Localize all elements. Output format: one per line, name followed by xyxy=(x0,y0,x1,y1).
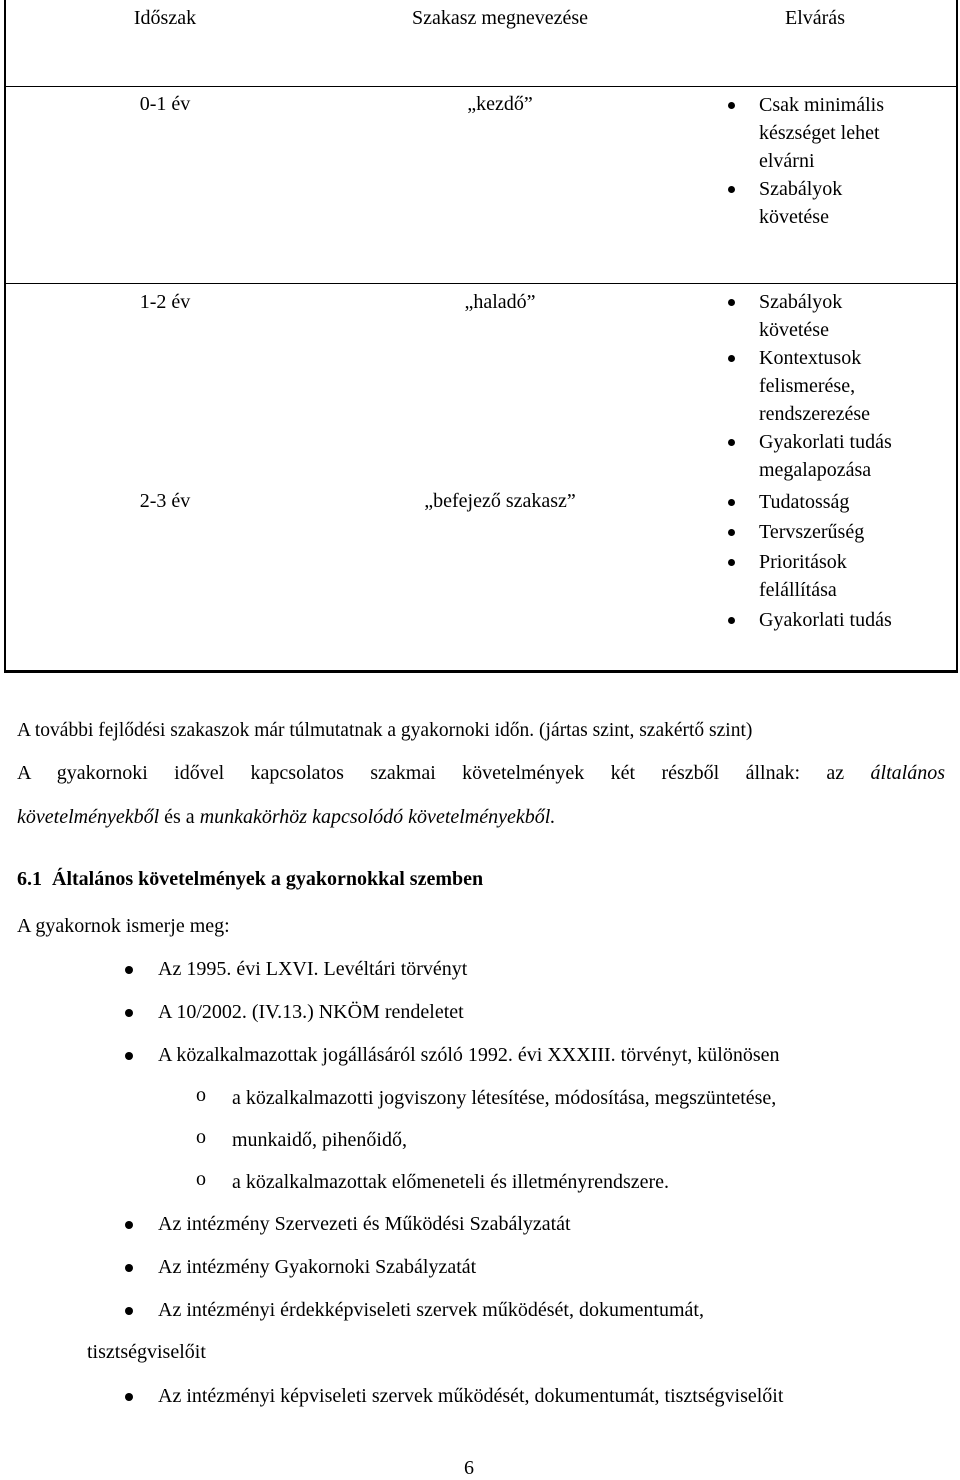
list-item: Az intézményi érdekképviseleti szervek működését, dokumentumát, xyxy=(158,1299,704,1321)
list-item: Az intézmény Gyakornoki Szabályzatát xyxy=(158,1256,477,1278)
list-item: Kontextusok felismerése, rendszerezése xyxy=(759,344,892,428)
paragraph-requirements-line1: A gyakornoki idővel kapcsolatos szakmai követelmények két részből állnak: az általános xyxy=(17,762,945,784)
table-row-divider xyxy=(4,283,958,284)
list-item: Tudatosság xyxy=(759,488,892,516)
table-bottom-border xyxy=(4,671,958,673)
list-item: Csak minimális készséget lehet elvárni xyxy=(759,91,884,175)
bullet-icon xyxy=(125,966,133,974)
list-item-continuation: tisztségviselőit xyxy=(87,1341,206,1363)
list-intro: A gyakornok ismerje meg: xyxy=(17,915,230,937)
sub-bullet-icon: o xyxy=(196,1084,206,1106)
table-header-expectation: Elvárás xyxy=(785,7,845,29)
table-border-right xyxy=(956,0,957,672)
bullet-icon xyxy=(125,1221,133,1229)
table-row-stage: „kezdő” xyxy=(467,93,533,115)
bullet-icon xyxy=(125,1393,133,1401)
paragraph-further-stages: A további fejlődési szakaszok már túlmutatnak a gyakornoki időn. (jártas szint, szakértő szint) xyxy=(17,720,753,741)
section-heading: 6.1 Általános követelmények a gyakornokkal szemben xyxy=(17,868,484,890)
bullet-icon xyxy=(125,1264,133,1272)
table-row-stage: „befejező szakasz” xyxy=(424,490,576,512)
list-item: A közalkalmazottak jogállásáról szóló 1992. évi XXXIII. törvényt, különösen xyxy=(158,1044,780,1066)
table-header-period: Időszak xyxy=(133,7,197,29)
table-row-stage: „haladó” xyxy=(464,291,536,313)
table-row-period: 0-1 év xyxy=(139,93,191,115)
list-item: A 10/2002. (IV.13.) NKÖM rendeletet xyxy=(158,1001,464,1023)
list-item: Az intézményi képviseleti szervek működését, dokumentumát, tisztségviselőit xyxy=(158,1385,784,1407)
paragraph-requirements-line2: követelményekből és a munkakörhöz kapcsolódó követelményekből. xyxy=(17,806,556,828)
list-item: Gyakorlati tudás megalapozása xyxy=(759,428,892,484)
list-item: Az 1995. évi LXVI. Levéltári törvényt xyxy=(158,958,468,980)
page-number: 6 xyxy=(464,1457,474,1479)
list-item: Tervszerűség xyxy=(759,518,892,546)
table-border-left xyxy=(4,0,5,672)
table-row-period: 1-2 év xyxy=(139,291,191,313)
expectation-list xyxy=(759,91,884,231)
expectation-list xyxy=(759,288,892,484)
table-header-divider xyxy=(4,86,958,87)
bullet-icon xyxy=(125,1009,133,1017)
sublist-item: a közalkalmazottak előmeneteli és illetményrendszere. xyxy=(232,1171,670,1193)
expectation-list xyxy=(759,488,892,634)
bullet-icon xyxy=(125,1307,133,1315)
table-header-stage: Szakasz megnevezése xyxy=(411,7,588,29)
table-row-period: 2-3 év xyxy=(139,490,191,512)
list-item: Szabályok követése xyxy=(759,288,892,344)
list-item: Szabályok követése xyxy=(759,175,884,231)
list-item: Prioritások felállítása xyxy=(759,548,892,604)
bullet-icon xyxy=(125,1052,133,1060)
sublist-item: munkaidő, pihenőidő, xyxy=(232,1129,407,1151)
sub-bullet-icon: o xyxy=(196,1126,206,1148)
sublist-item: a közalkalmazotti jogviszony létesítése, módosítása, megszüntetése, xyxy=(232,1087,777,1109)
list-item: Az intézmény Szervezeti és Működési Szabályzatát xyxy=(158,1213,571,1235)
list-item: Gyakorlati tudás xyxy=(759,606,892,634)
sub-bullet-icon: o xyxy=(196,1168,206,1190)
